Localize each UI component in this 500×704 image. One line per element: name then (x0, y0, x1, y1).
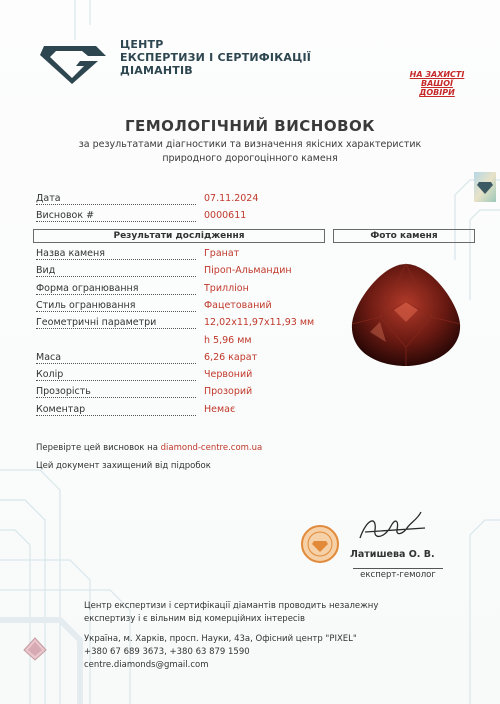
footer-phones: +380 67 689 3673, +380 63 879 1590 (84, 647, 250, 657)
footer-email[interactable]: centre.diamonds@gmail.com (84, 660, 209, 670)
result-label: Вид (36, 265, 56, 276)
result-value: 6,26 карат (204, 352, 258, 363)
result-value: Трилліон (204, 283, 249, 294)
result-row (36, 369, 63, 380)
result-value: Піроп-Альмандин (204, 265, 292, 276)
header (30, 30, 470, 97)
result-label: Прозорість (36, 386, 91, 397)
footer-address: Україна, м. Харків, просп. Науки, 43а, Офісний центр "PIXEL" (84, 634, 357, 644)
date-value: 07.11.2024 (204, 193, 259, 204)
result-row (36, 283, 138, 294)
document-title: ГЕМОЛОГІЧНИЙ ВИСНОВОК (124, 117, 376, 135)
slogan-line2: ВАШОЇ (421, 79, 453, 88)
result-row (36, 248, 105, 259)
photo-header: Фото каменя (333, 229, 475, 243)
result-value: Гранат (204, 248, 240, 259)
verify-note (36, 443, 262, 453)
result-row (36, 404, 85, 415)
result-label: Стиль огранювання (36, 300, 136, 311)
org-name-line3: ДІАМАНТІВ (120, 64, 193, 77)
result-label: Коментар (36, 404, 86, 415)
footer-line1: Центр експертизи і сертифікації діамантів проводить незалежну (84, 601, 379, 611)
result-value: h 5,96 мм (204, 335, 252, 346)
results-header: Результати дослідження (33, 229, 325, 243)
signature-icon (355, 508, 435, 548)
subtitle-line2: природного дорогоцінного каменя (162, 153, 338, 164)
result-row (36, 265, 55, 276)
result-row (36, 386, 91, 397)
hologram-icon (474, 172, 496, 202)
number-value: 0000611 (204, 210, 247, 221)
signer-role: експерт-гемолог (353, 568, 443, 580)
seal-stamp-icon (300, 524, 340, 564)
org-name-line2: ЕКСПЕРТИЗИ І СЕРТИФІКАЦІЇ (120, 51, 312, 64)
result-label: Колір (36, 369, 64, 380)
footer-line2: експертизу і є вільним від комерційних інтересів (84, 614, 305, 624)
document-subtitle (0, 138, 500, 166)
result-row (36, 300, 135, 311)
org-name-line1: ЦЕНТР (120, 38, 164, 51)
result-value: Немає (204, 404, 236, 415)
result-row (36, 352, 61, 363)
result-label: Форма огранювання (36, 283, 139, 294)
corner-gem-icon (22, 636, 48, 662)
verify-link[interactable]: diamond-centre.com.ua (160, 443, 263, 453)
number-label: Висновок # (36, 210, 95, 221)
slogan-line1: НА ЗАХИСТІ (409, 70, 465, 79)
diamond-logo-icon (36, 38, 116, 84)
dotted-leader (36, 265, 196, 277)
date-row (36, 193, 61, 204)
result-value: 12,02x11,97x11,93 мм (204, 317, 315, 328)
result-label: Назва каменя (36, 248, 105, 259)
result-label: Геометричні параметри (36, 317, 157, 328)
result-value: Прозорий (204, 386, 253, 397)
signer-name: Латишева О. В. (350, 549, 435, 560)
verify-text: Перевірте цей висновок на (36, 443, 161, 453)
result-label: Маса (36, 352, 62, 363)
gem-photo (350, 262, 462, 367)
slogan-line3: ДОВІРИ (419, 88, 455, 97)
subtitle-line1: за результатами діагностики та визначення якісних характеристик (78, 139, 422, 150)
date-label: Дата (36, 193, 61, 204)
slogan (400, 70, 474, 97)
result-value: Фацетований (204, 300, 272, 311)
result-value: Червоний (204, 369, 253, 380)
number-row (36, 210, 94, 221)
organization-name (120, 38, 311, 77)
result-row (36, 317, 156, 328)
protection-note: Цей документ захищений від підробок (36, 461, 211, 471)
